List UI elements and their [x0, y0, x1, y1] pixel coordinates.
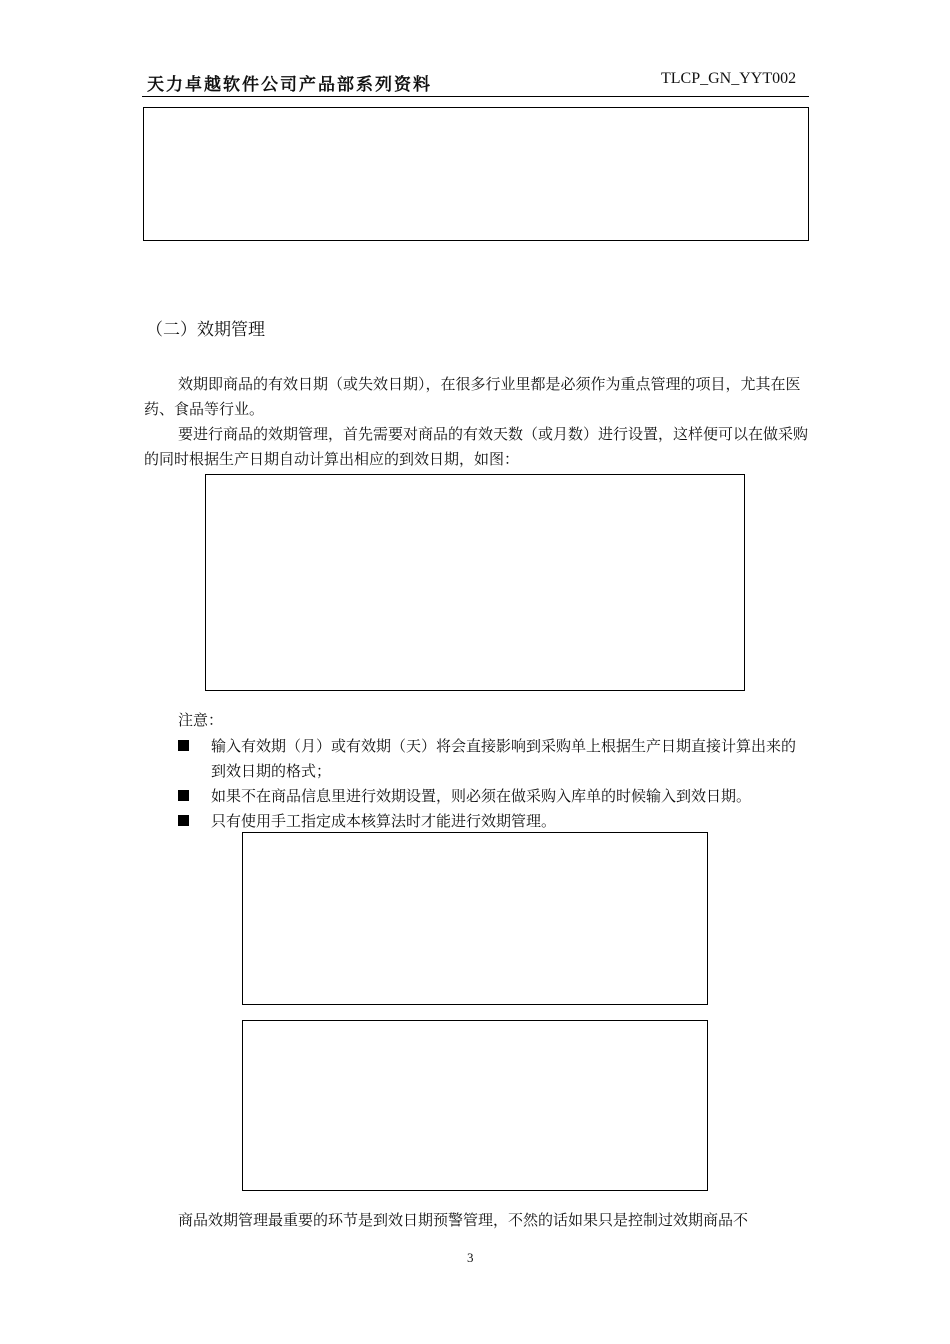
figure-placeholder-settings	[205, 474, 745, 691]
note-item: 输入有效期（月）或有效期（天）将会直接影响到采购单上根据生产日期直接计算出来的到效日期的格式；	[178, 734, 810, 784]
note-item: 如果不在商品信息里进行效期设置，则必须在做采购入库单的时候输入到效日期。	[178, 784, 810, 809]
notes-label: 注意：	[178, 711, 224, 729]
bullet-square-icon	[178, 815, 189, 826]
section-heading: （二）效期管理	[146, 320, 265, 340]
figure-placeholder-top	[143, 107, 809, 241]
header-divider	[142, 96, 809, 97]
setup-paragraph: 要进行商品的效期管理，首先需要对商品的有效天数（或月数）进行设置，这样便可以在做采购的同时根据生产日期自动计算出相应的到效日期，如图：	[144, 425, 809, 468]
header-title: 天力卓越软件公司产品部系列资料	[147, 75, 432, 95]
bullet-square-icon	[178, 740, 189, 751]
page-number: 3	[467, 1250, 474, 1265]
bullet-square-icon	[178, 790, 189, 801]
closing-paragraph: 商品效期管理最重要的环节是到效日期预警管理，不然的话如果只是控制过效期商品不	[178, 1211, 749, 1229]
intro-paragraph: 效期即商品的有效日期（或失效日期），在很多行业里都是必须作为重点管理的项目，尤其在医药、食品等行业。	[144, 375, 801, 418]
figure-placeholder-b	[242, 1020, 708, 1191]
figure-placeholder-a	[242, 832, 708, 1005]
note-item: 只有使用手工指定成本核算法时才能进行效期管理。	[178, 809, 810, 834]
document-code: TLCP_GN_YYT002	[661, 70, 797, 87]
